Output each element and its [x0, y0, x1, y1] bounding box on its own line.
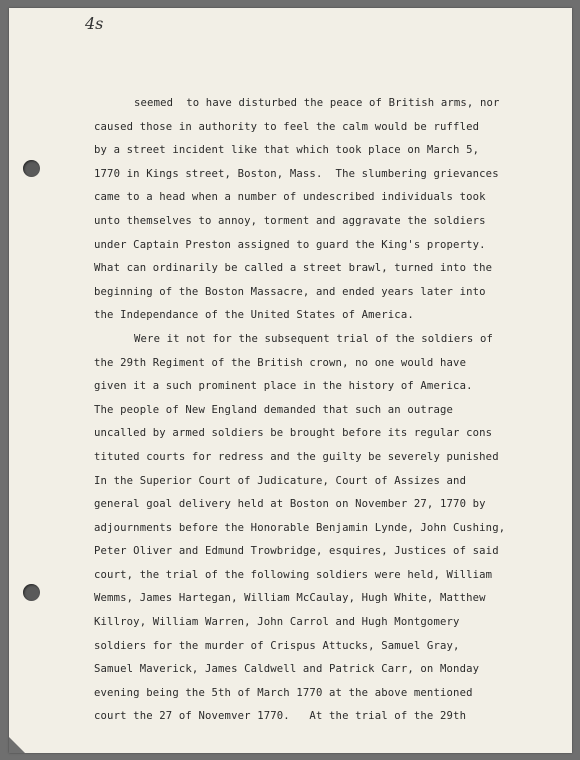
text-line: under Captain Preston assigned to guard the King's property.	[94, 238, 486, 251]
text-line: beginning of the Boston Massacre, and ended years later into	[94, 285, 486, 298]
text-line: Killroy, William Warren, John Carrol and Hugh Montgomery	[94, 616, 460, 629]
text-line: Peter Oliver and Edmund Trowbridge, esquires, Justices of said	[94, 545, 499, 558]
typewritten-text	[94, 92, 554, 729]
punch-hole-top	[23, 160, 40, 177]
text-line: court, the trial of the following soldiers were held, William	[94, 568, 493, 581]
text-line: soldiers for the murder of Crispus Attucks, Samuel Gray,	[94, 639, 460, 652]
text-line: came to a head when a number of undescribed individuals took	[94, 191, 486, 204]
text-line: evening being the 5th of March 1770 at the above mentioned	[94, 686, 473, 699]
text-line: unto themselves to annoy, torment and aggravate the soldiers	[94, 214, 486, 227]
text-line: Were it not for the subsequent trial of the soldiers of	[134, 332, 494, 345]
text-line: court the 27 of Novemver 1770. At the trial of the 29th	[94, 710, 467, 723]
text-line: by a street incident like that which took place on March 5,	[94, 144, 480, 157]
punch-hole-bottom	[23, 584, 40, 601]
text-line: In the Superior Court of Judicature, Court of Assizes and	[94, 474, 467, 487]
text-line: given it a such prominent place in the history of America.	[94, 380, 473, 393]
folded-corner	[9, 737, 25, 753]
text-line: 1770 in Kings street, Boston, Mass. The slumbering grievances	[94, 167, 499, 180]
text-line: tituted courts for redress and the guilty be severely punished	[94, 450, 499, 463]
page-number-mark: 4s	[85, 14, 104, 33]
text-line: caused those in authority to feel the calm would be ruffled	[94, 120, 480, 133]
text-line: The people of New England demanded that such an outrage	[94, 403, 454, 416]
text-line: Samuel Maverick, James Caldwell and Patrick Carr, on Monday	[94, 663, 480, 676]
text-line: seemed to have disturbed the peace of British arms, nor	[134, 97, 500, 109]
text-line: general goal delivery held at Boston on November 27, 1770 by	[94, 498, 486, 511]
text-line: adjournments before the Honorable Benjamin Lynde, John Cushing,	[94, 521, 506, 534]
document-page	[9, 8, 572, 753]
text-line: the Independance of the United States of America.	[94, 309, 414, 322]
text-line: uncalled by armed soldiers be brought before its regular cons	[94, 427, 493, 440]
text-line: the 29th Regiment of the British crown, no one would have	[94, 356, 467, 369]
text-line: Wemms, James Hartegan, William McCaulay, Hugh White, Matthew	[94, 592, 486, 605]
text-line: What can ordinarily be called a street brawl, turned into the	[94, 262, 493, 275]
